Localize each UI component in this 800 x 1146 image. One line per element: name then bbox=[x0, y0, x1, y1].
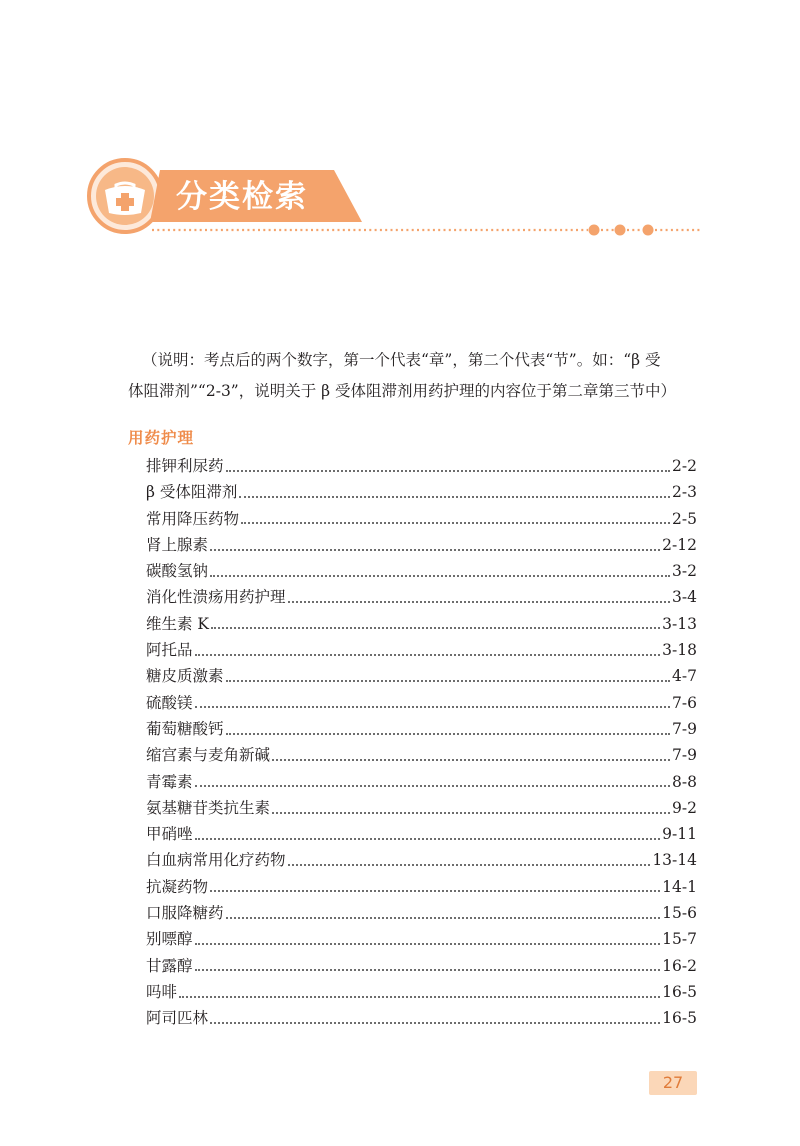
instruction-line-1: （说明：考点后的两个数字，第一个代表“章”，第二个代表“节”。如：“β 受 bbox=[142, 351, 661, 369]
dot-leader bbox=[195, 837, 661, 840]
entry-reference: 3-18 bbox=[662, 641, 697, 660]
dot-leader bbox=[210, 574, 670, 577]
dot-leader bbox=[195, 784, 671, 787]
dot-leader bbox=[272, 811, 670, 814]
dot-leader bbox=[226, 732, 671, 735]
page-title: 分类检索 bbox=[176, 179, 308, 215]
index-entry[interactable] bbox=[146, 558, 697, 584]
header-divider bbox=[152, 222, 700, 238]
entry-reference: 15-6 bbox=[662, 904, 697, 923]
index-entry[interactable] bbox=[146, 716, 697, 742]
index-entry[interactable] bbox=[146, 584, 697, 610]
index-entry[interactable] bbox=[146, 926, 697, 952]
entry-name: 碳酸氢钠 bbox=[146, 562, 209, 581]
dot-leader bbox=[226, 916, 661, 919]
entry-name: 吗啡 bbox=[146, 982, 178, 1001]
dot-leader bbox=[210, 1021, 660, 1024]
index-entry[interactable] bbox=[146, 690, 697, 716]
index-entry[interactable] bbox=[146, 979, 697, 1005]
index-entry[interactable] bbox=[146, 874, 697, 900]
entry-reference: 2-3 bbox=[672, 483, 697, 502]
index-entry[interactable] bbox=[146, 663, 697, 689]
index-entry[interactable] bbox=[146, 847, 697, 873]
dot-leader bbox=[226, 679, 671, 682]
entry-name: 别嘌醇 bbox=[146, 930, 193, 949]
dot-leader bbox=[179, 995, 660, 998]
entry-reference: 8-8 bbox=[672, 772, 697, 791]
index-entry[interactable] bbox=[146, 795, 697, 821]
entry-reference: 7-9 bbox=[672, 746, 697, 765]
entry-name: 排钾利尿药 bbox=[146, 457, 224, 475]
dot-leader bbox=[288, 600, 671, 603]
entry-reference: 3-2 bbox=[672, 562, 697, 581]
index-entry[interactable] bbox=[146, 532, 697, 558]
entry-reference: 14-1 bbox=[662, 877, 697, 896]
index-entry[interactable] bbox=[146, 953, 697, 979]
index-list bbox=[146, 453, 697, 1032]
entry-reference: 4-7 bbox=[672, 667, 697, 686]
index-entry[interactable] bbox=[146, 821, 697, 847]
entry-reference: 3-13 bbox=[662, 614, 697, 633]
index-entry[interactable] bbox=[146, 479, 697, 505]
entry-name: β 受体阻滞剂 bbox=[146, 483, 238, 502]
entry-reference: 16-2 bbox=[662, 956, 697, 975]
index-entry[interactable] bbox=[146, 453, 697, 479]
dot-leader bbox=[272, 758, 670, 761]
entry-name: 青霉素 bbox=[146, 772, 193, 791]
dot-leader bbox=[195, 653, 661, 656]
entry-name: 消化性溃疡用药护理 bbox=[146, 588, 286, 607]
instruction-note bbox=[128, 345, 700, 407]
entry-reference: 13-14 bbox=[652, 851, 697, 870]
entry-reference: 7-6 bbox=[672, 693, 697, 712]
entry-name: 硫酸镁 bbox=[146, 693, 193, 712]
entry-reference: 16-5 bbox=[662, 982, 697, 1001]
entry-name: 维生素 K bbox=[146, 614, 210, 633]
entry-name: 甲硝唑 bbox=[146, 825, 193, 844]
section-heading: 用药护理 bbox=[128, 429, 195, 447]
entry-reference: 9-11 bbox=[662, 825, 697, 844]
entry-reference: 16-5 bbox=[662, 1009, 697, 1028]
index-entry[interactable] bbox=[146, 611, 697, 637]
dot-leader bbox=[195, 968, 661, 971]
dot-leader bbox=[226, 469, 671, 472]
index-entry[interactable] bbox=[146, 1005, 697, 1031]
entry-name: 口服降糖药 bbox=[146, 904, 224, 923]
dot-leader bbox=[211, 626, 660, 629]
entry-reference: 2-12 bbox=[662, 535, 697, 554]
dot-leader bbox=[241, 521, 670, 524]
index-entry[interactable] bbox=[146, 506, 697, 532]
dot-leader bbox=[210, 548, 660, 551]
page-number: 27 bbox=[649, 1071, 697, 1095]
index-entry[interactable] bbox=[146, 769, 697, 795]
entry-reference: 15-7 bbox=[662, 930, 697, 949]
dot-leader bbox=[239, 495, 670, 498]
index-entry[interactable] bbox=[146, 637, 697, 663]
dot-leader bbox=[195, 705, 671, 708]
dot-leader bbox=[210, 889, 660, 892]
entry-name: 阿司匹林 bbox=[146, 1009, 209, 1028]
entry-reference: 9-2 bbox=[672, 798, 697, 817]
entry-reference: 2-5 bbox=[672, 509, 697, 528]
entry-reference: 3-4 bbox=[672, 588, 697, 607]
entry-reference: 2-2 bbox=[672, 457, 697, 475]
entry-name: 糖皮质激素 bbox=[146, 667, 224, 686]
entry-name: 甘露醇 bbox=[146, 956, 193, 975]
entry-name: 葡萄糖酸钙 bbox=[146, 719, 224, 738]
entry-name: 白血病常用化疗药物 bbox=[146, 851, 286, 870]
instruction-line-2: 体阻滞剂”“2-3”，说明关于 β 受体阻滞剂用药护理的内容位于第二章第三节中） bbox=[128, 382, 677, 400]
dot-leader bbox=[288, 863, 651, 866]
entry-name: 氨基糖苷类抗生素 bbox=[146, 798, 271, 817]
entry-reference: 7-9 bbox=[672, 719, 697, 738]
index-entry[interactable] bbox=[146, 900, 697, 926]
entry-name: 缩宫素与麦角新碱 bbox=[146, 746, 271, 765]
entry-name: 常用降压药物 bbox=[146, 509, 240, 528]
index-entry[interactable] bbox=[146, 742, 697, 768]
entry-name: 抗凝药物 bbox=[146, 877, 209, 896]
entry-name: 肾上腺素 bbox=[146, 535, 209, 554]
entry-name: 阿托品 bbox=[146, 641, 193, 660]
dot-leader bbox=[195, 942, 661, 945]
